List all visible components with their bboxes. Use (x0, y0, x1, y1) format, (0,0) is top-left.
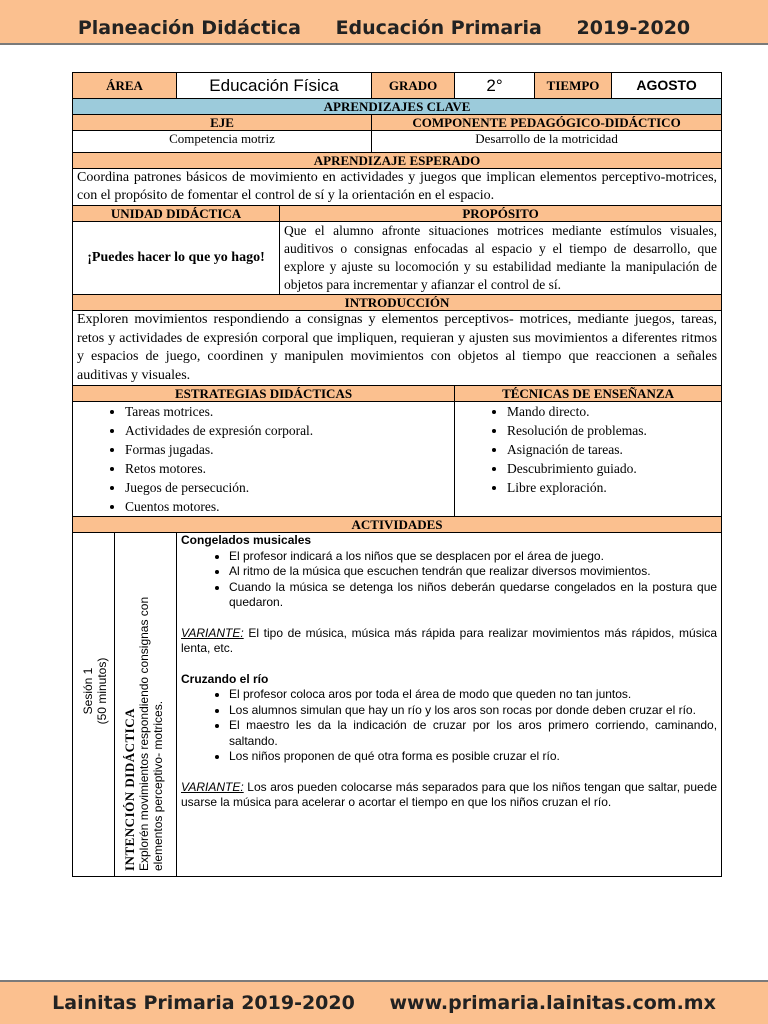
activity2-variante (181, 780, 717, 811)
proposito-label: PROPÓSITO (280, 206, 722, 222)
variante-label: VARIANTE: (181, 625, 244, 640)
footer-url: www.primaria.lainitas.com.mx (389, 992, 716, 1014)
actividades-heading: ACTIVIDADES (73, 517, 722, 533)
introduccion-text: Exploren movimientos respondiendo a consignas y elementos perceptivos- motrices, mediante juegos, tareas, retos y actividades de expresión corporal que impliquen, requieran y ajusten sus movimientos a diferentes ritmos y espacios de juego, coordinen y manipulen movimientos con objetos al tiempo que reaccionen a señales auditivas y visuales. (73, 311, 722, 386)
header-level: Educación Primaria (335, 17, 542, 39)
list-item: • Cuentos motores. (125, 497, 450, 516)
aprendizajes-clave-heading: APRENDIZAJES CLAVE (73, 99, 722, 115)
proposito-text: Que el alumno afronte situaciones motrices mediante estímulos visuales, auditivos o consignas enfocadas al espacio y el tiempo de desarrollo, que explore y ajuste su locomoción y su estabilidad mediante la manipulación de objetos para incrementar y afianzar el control de sí. (280, 222, 722, 295)
list-item: • Al ritmo de la música que escuchen tendrán que realizar diversos movimientos. (229, 564, 717, 580)
list-item: • Libre exploración. (507, 478, 717, 497)
aprendizaje-esperado-text: Coordina patrones básicos de movimiento en actividades y juegos que implican elementos perceptivo-motrices, con el propósito de fomentar el control de sí y la orientación en el espacio. (73, 169, 722, 206)
intencion-line1: Explorén movimientos respondiendo consignas con (137, 596, 151, 871)
list-item: • Juegos de persecución. (125, 478, 450, 497)
tiempo-value: AGOSTO (612, 73, 722, 99)
list-item: • Mando directo. (507, 402, 717, 421)
eje-value: Competencia motriz (73, 131, 372, 153)
session-title: Sesión 1 (81, 667, 95, 715)
list-item: • Descubrimiento guiado. (507, 459, 717, 478)
list-item: • Los niños proponen de qué otra forma es posible cruzar el río. (229, 749, 717, 765)
list-item: • El profesor coloca aros por toda el área de modo que queden no tan juntos. (229, 687, 717, 703)
grado-label: GRADO (372, 73, 455, 99)
variante-text: Los aros pueden colocarse más separados para que los niños tengan que saltar, puede usarse la música para acelerar o acortar el tiempo en que los niños cruzan el río. (181, 779, 718, 809)
estrategias-heading: ESTRATEGIAS DIDÁCTICAS (73, 386, 455, 402)
activity1-variante (181, 626, 717, 657)
header-year: 2019-2020 (576, 17, 691, 39)
footer-text: Lainitas Primaria 2019-2020 (52, 992, 355, 1014)
list-item: • El maestro les da la indicación de cruzar por los aros primero corriendo, caminando, saltando. (229, 718, 717, 749)
eje-label: EJE (73, 115, 372, 131)
activity2-title: Cruzando el río (181, 671, 269, 686)
header-title: Planeación Didáctica (77, 17, 301, 39)
planning-table (72, 72, 722, 877)
activity1-title: Congelados musicales (181, 533, 312, 547)
tiempo-label: TIEMPO (535, 73, 612, 99)
componente-value: Desarrollo de la motricidad (372, 131, 722, 153)
componente-label: COMPONENTE PEDAGÓGICO-DIDÁCTICO (372, 115, 722, 131)
session-duration: (50 minutos) (95, 657, 109, 725)
list-item: • Formas jugadas. (125, 440, 450, 459)
list-item: • Retos motores. (125, 459, 450, 478)
activity2-list (181, 687, 717, 765)
list-item: • Cuando la música se detenga los niños deberán quedarse congelados en la postura que quedaron. (229, 580, 717, 611)
tecnicas-list-cell (455, 402, 722, 517)
session-label (81, 641, 109, 741)
area-value: Educación Física (177, 73, 372, 99)
tecnicas-list (459, 402, 717, 497)
aprendizaje-esperado-heading: APRENDIZAJE ESPERADO (73, 153, 722, 169)
list-item: • El profesor indicará a los niños que se desplacen por el área de juego. (229, 549, 717, 565)
area-label: ÁREA (73, 73, 177, 99)
page-footer (0, 980, 768, 1024)
intencion-line2: elementos perceptivo- motrices. (151, 700, 165, 871)
list-item: • Asignación de tareas. (507, 440, 717, 459)
introduccion-heading: INTRODUCCIÓN (73, 295, 722, 311)
list-item: • Tareas motrices. (125, 402, 450, 421)
session-cell (73, 533, 115, 877)
activities-cell (177, 533, 722, 877)
unidad-label: UNIDAD DIDÁCTICA (73, 206, 280, 222)
tecnicas-heading: TÉCNICAS DE ENSEÑANZA (455, 386, 722, 402)
page-header (0, 0, 768, 45)
list-item: • Actividades de expresión corporal. (125, 421, 450, 440)
estrategias-list-cell (73, 402, 455, 517)
activity1-list (181, 549, 717, 611)
intencion-title: INTENCIÓN DIDÁCTICA (122, 708, 137, 871)
list-item: • Resolución de problemas. (507, 421, 717, 440)
intencion-label (123, 541, 165, 871)
variante-label: VARIANTE: (181, 779, 244, 794)
grado-value: 2° (455, 73, 535, 99)
unidad-value: ¡Puedes hacer lo que yo hago! (73, 222, 280, 295)
estrategias-list (77, 402, 450, 516)
intencion-cell (115, 533, 177, 877)
variante-text: El tipo de música, música más rápida para realizar movimientos más rápidos, música lenta, etc. (181, 625, 718, 655)
list-item: • Los alumnos simulan que hay un río y los aros son rocas por donde deben cruzar el río. (229, 703, 717, 719)
